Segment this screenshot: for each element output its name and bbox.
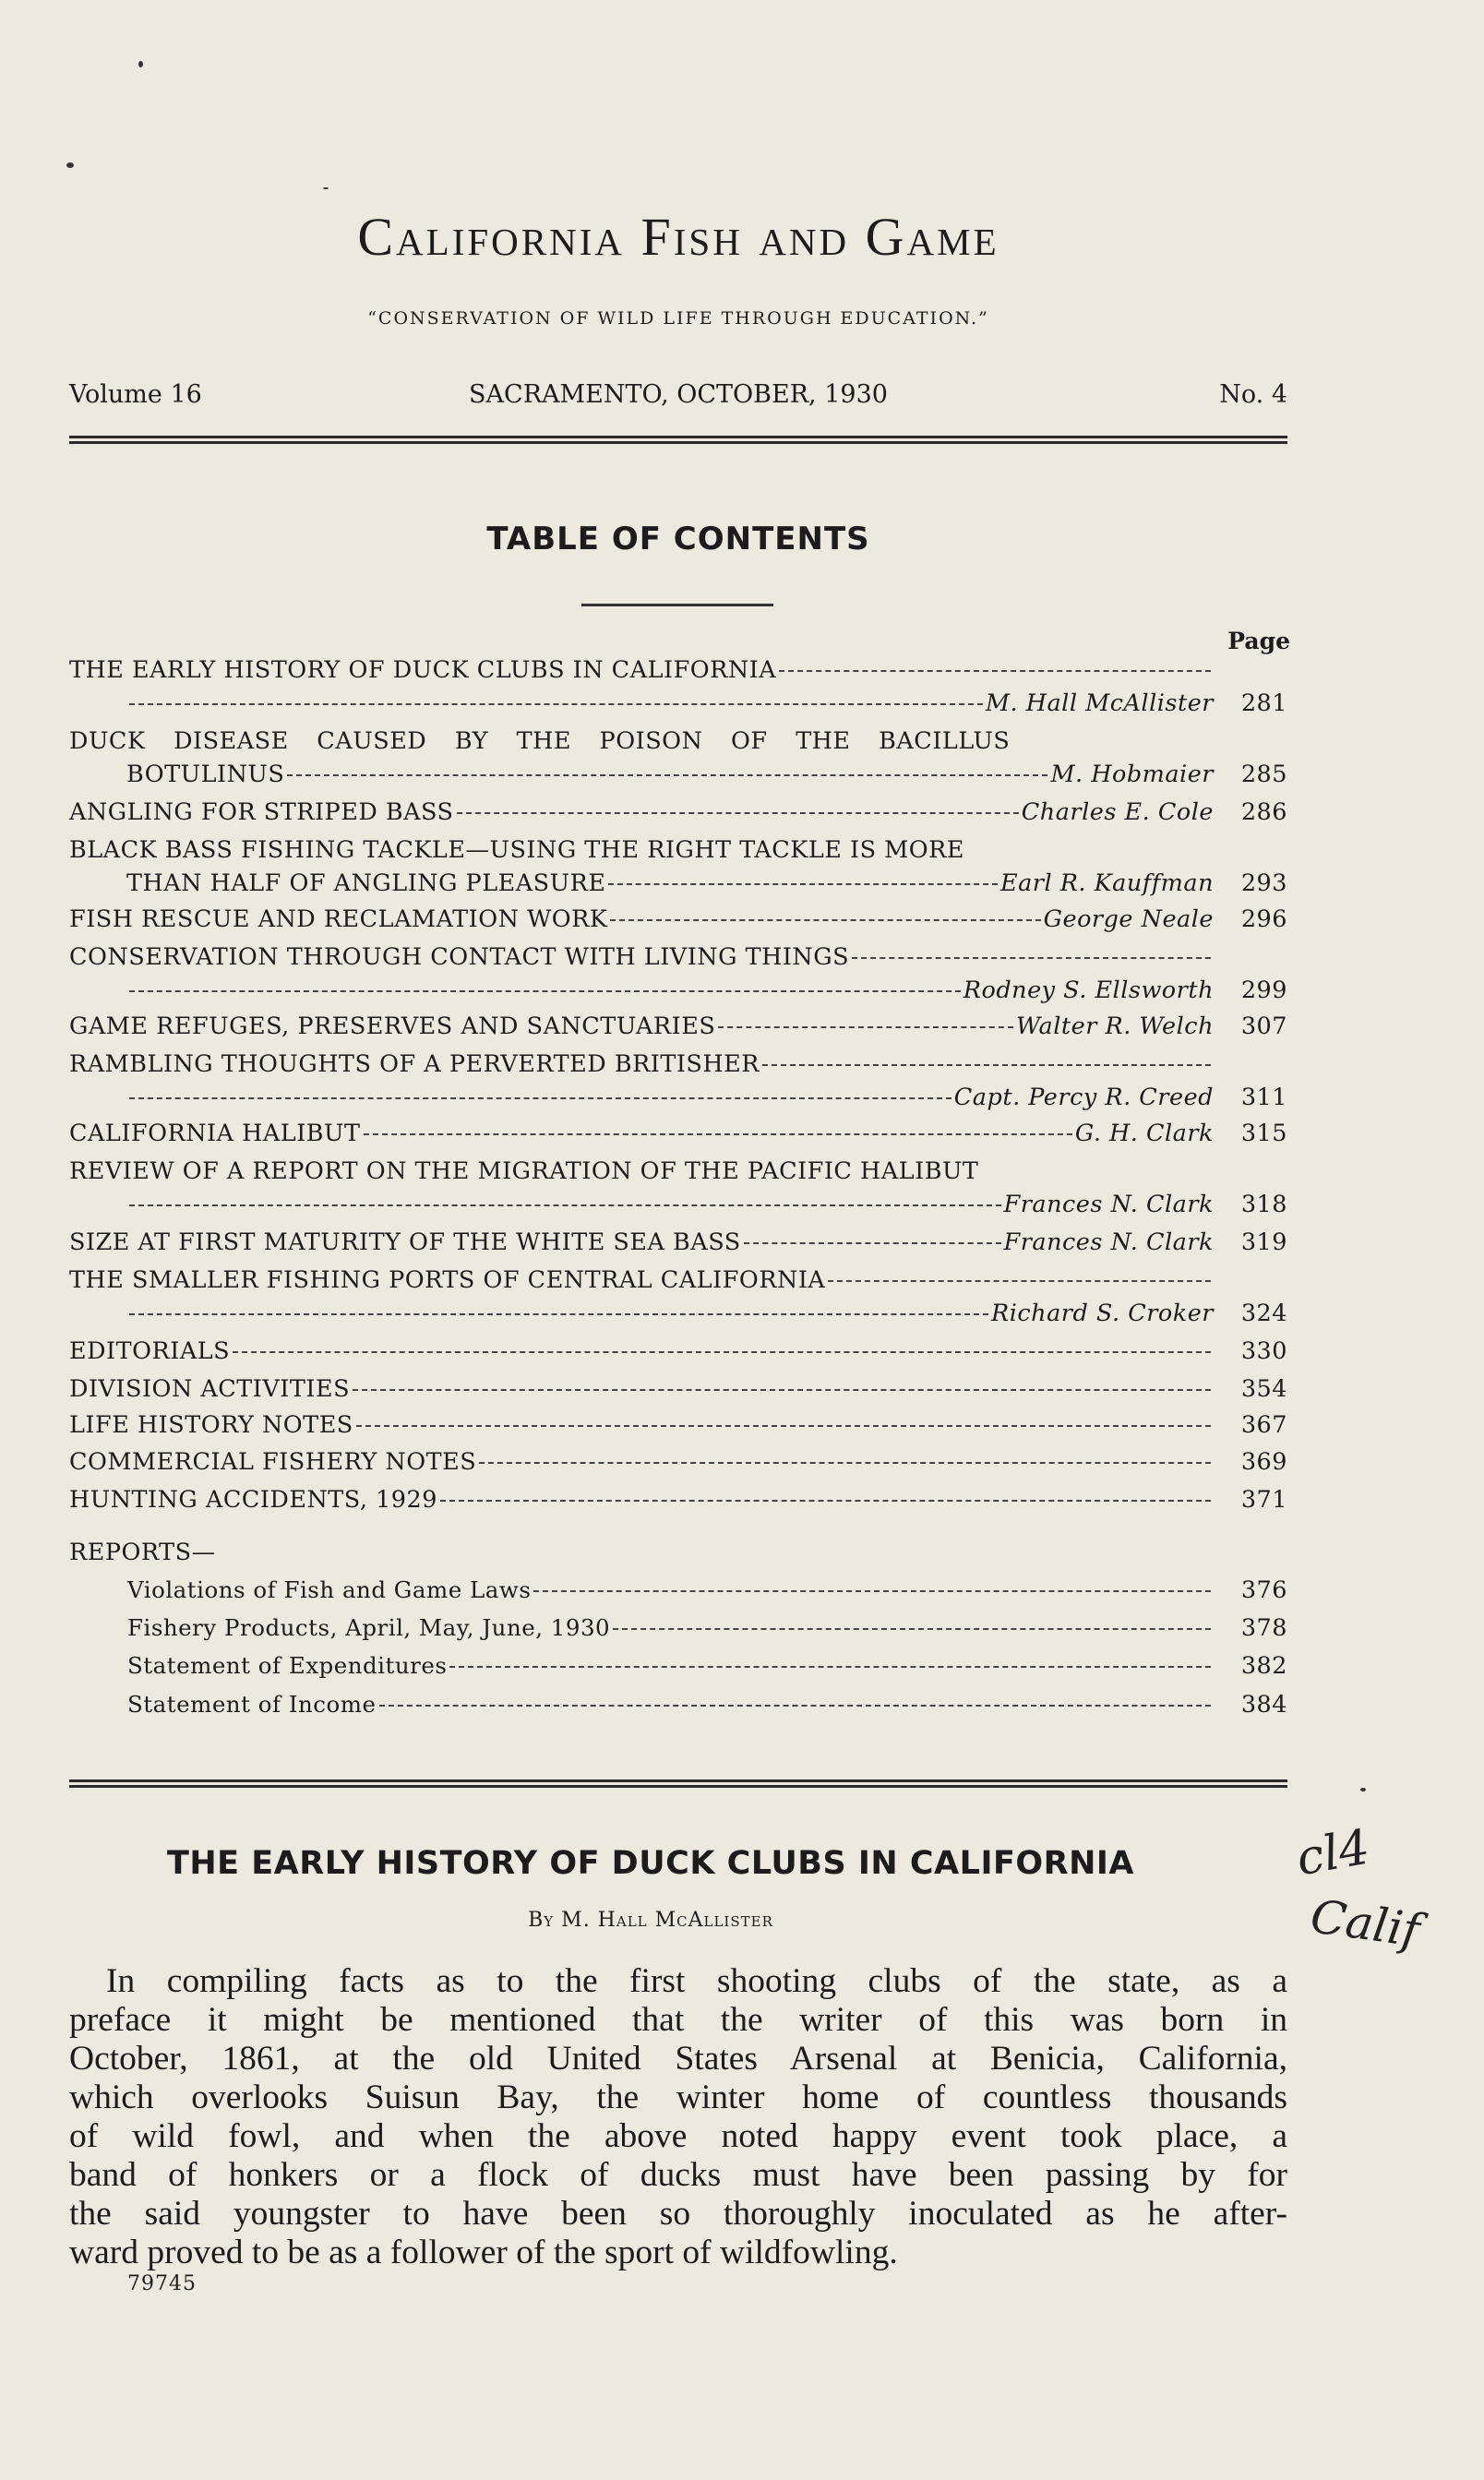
toc-entry-author: George Neale <box>1043 905 1214 933</box>
leader-dots <box>449 1666 1211 1668</box>
volume-label: Volume 16 <box>69 380 202 409</box>
toc-entry-author-line <box>126 974 1214 1007</box>
leader-dots <box>718 1026 1013 1028</box>
toc-entry-page: 354 <box>1240 1375 1287 1403</box>
toc-entry-title <box>69 1445 1214 1479</box>
toc-entry-author: M. Hobmaier <box>1050 761 1214 788</box>
leader-dots <box>129 1204 1001 1206</box>
toc-entry-author-line <box>126 758 1214 791</box>
leader-dots <box>608 883 997 885</box>
toc-entry-title <box>69 1226 1214 1259</box>
toc-entry-text: LIFE HISTORY NOTES <box>69 1411 353 1439</box>
toc-entry-page: 330 <box>1240 1337 1287 1365</box>
toc-entry-text: Fishery Products, April, May, June, 1930 <box>127 1614 611 1641</box>
toc-entry-title <box>69 1117 1214 1150</box>
toc-entry-text: THE EARLY HISTORY OF DUCK CLUBS IN CALIFORNIA <box>69 656 777 684</box>
toc-entry-title <box>69 1335 1214 1368</box>
toc-divider <box>581 604 773 606</box>
toc-entry-title <box>69 1155 1214 1188</box>
toc-entry-text: Statement of Expenditures <box>127 1652 448 1679</box>
toc-entry-text: FISH RESCUE AND RECLAMATION WORK <box>69 905 608 933</box>
toc-entry-page: 293 <box>1240 869 1287 897</box>
toc-entry-page: 286 <box>1240 798 1287 826</box>
toc-entry-text: THE SMALLER FISHING PORTS OF CENTRAL CALIFORNIA <box>69 1266 826 1294</box>
toc-entry-title <box>69 1408 1214 1442</box>
toc-entry-page: 318 <box>1240 1191 1287 1218</box>
toc-entry-title <box>69 1483 1214 1516</box>
toc-report-entry <box>127 1611 1214 1645</box>
issue-number: No. 4 <box>1219 380 1287 409</box>
leader-dots <box>353 1389 1211 1391</box>
toc-entry-text: RAMBLING THOUGHTS OF A PERVERTED BRITISHER <box>69 1050 760 1078</box>
toc-entry-author-line <box>126 687 1214 720</box>
toc-entry-title <box>69 833 1214 867</box>
ink-speck <box>1360 1788 1366 1791</box>
handwritten-note: cl4 <box>1292 1819 1374 1887</box>
toc-entry-text: EDITORIALS <box>69 1337 231 1365</box>
toc-entry-author: Earl R. Kauffman <box>999 869 1214 897</box>
ink-speck <box>323 187 329 189</box>
toc-entry-text: BOTULINUS <box>126 761 285 788</box>
toc-entry-text: CALIFORNIA HALIBUT <box>69 1120 361 1147</box>
toc-entry-author-line <box>126 867 1214 900</box>
article-body <box>69 1962 1287 2272</box>
section-double-rule <box>69 1779 1287 1788</box>
toc-page-column-label: Page <box>1227 628 1290 654</box>
leader-dots <box>779 670 1211 672</box>
toc-entry-page: 384 <box>1240 1691 1287 1719</box>
leader-dots <box>440 1500 1211 1502</box>
body-line: preface it might be mentioned that the writer of this was born in <box>69 2001 1287 2039</box>
toc-entry-title <box>69 940 1214 974</box>
toc-entry-page: 378 <box>1240 1614 1287 1642</box>
toc-entry-text: HUNTING ACCIDENTS, 1929 <box>69 1486 437 1514</box>
leader-dots <box>479 1462 1211 1464</box>
toc-entry-page: 367 <box>1240 1411 1287 1439</box>
printer-number: 79745 <box>127 2272 197 2295</box>
toc-report-entry <box>127 1574 1214 1607</box>
toc-entry-title <box>69 1372 1214 1406</box>
toc-entry-title <box>69 903 1214 936</box>
leader-dots <box>610 919 1040 921</box>
toc-entry-author: Charles E. Cole <box>1021 798 1214 826</box>
ink-speck <box>138 61 143 67</box>
toc-entry-text: REPORTS— <box>69 1539 216 1566</box>
leader-dots <box>233 1351 1211 1353</box>
toc-entry-title <box>69 1010 1214 1043</box>
journal-title: California Fish and Game <box>357 207 999 267</box>
toc-entry-page: 281 <box>1240 689 1287 717</box>
leader-dots <box>129 990 961 992</box>
toc-entry-text: Statement of Income <box>127 1691 377 1718</box>
article-byline: By M. Hall McAllister <box>528 1909 773 1932</box>
toc-entry-page: 296 <box>1240 905 1287 933</box>
toc-entry-title <box>69 1048 1214 1081</box>
toc-entry-page: 285 <box>1240 761 1287 788</box>
body-line: which overlooks Suisun Bay, the winter home of countless thousands <box>69 2079 1287 2116</box>
toc-entry-author: Capt. Percy R. Creed <box>953 1084 1214 1111</box>
toc-entry-text: COMMERCIAL FISHERY NOTES <box>69 1448 477 1476</box>
toc-entry-page: 299 <box>1240 976 1287 1004</box>
toc-entry-page: 382 <box>1240 1652 1287 1680</box>
leader-dots <box>744 1242 1001 1244</box>
toc-entry-author-line <box>126 1188 1214 1221</box>
toc-report-entry <box>127 1649 1214 1683</box>
toc-entry-author: Richard S. Croker <box>991 1300 1214 1327</box>
toc-entry-author: Rodney S. Ellsworth <box>963 976 1214 1004</box>
toc-entry-page: 369 <box>1240 1448 1287 1476</box>
issue-info-row <box>69 380 1287 417</box>
toc-entry-text: SIZE AT FIRST MATURITY OF THE WHITE SEA BASS <box>69 1228 741 1256</box>
toc-entry-title <box>69 796 1214 829</box>
toc-entry-text: REVIEW OF A REPORT ON THE MIGRATION OF THE PACIFIC HALIBUT <box>69 1157 979 1185</box>
toc-entry-title <box>69 1264 1214 1297</box>
journal-motto: “CONSERVATION OF WILD LIFE THROUGH EDUCATION.” <box>367 308 989 329</box>
leader-dots <box>533 1590 1211 1592</box>
toc-entry-text: CONSERVATION THROUGH CONTACT WITH LIVING THINGS <box>69 943 850 971</box>
toc-entry-text: THAN HALF OF ANGLING PLEASURE <box>126 869 606 897</box>
toc-entry-author: G. H. Clark <box>1074 1120 1214 1147</box>
toc-entry-text: Violations of Fish and Game Laws <box>127 1576 532 1603</box>
body-line: band of honkers or a flock of ducks must have been passing by for <box>69 2156 1287 2194</box>
leader-dots <box>364 1133 1072 1135</box>
leader-dots <box>287 774 1047 776</box>
toc-entry-page: 324 <box>1240 1300 1287 1327</box>
leader-dots <box>828 1280 1211 1282</box>
body-line: October, 1861, at the old United States Arsenal at Benicia, California, <box>69 2040 1287 2078</box>
leader-dots <box>129 1097 951 1099</box>
body-line: the said youngster to have been so thoroughly inoculated as he after- <box>69 2195 1287 2233</box>
toc-entry-title <box>69 653 1214 687</box>
toc-entry-author: M. Hall McAllister <box>985 689 1214 717</box>
toc-entry-author: Walter R. Welch <box>1016 1012 1214 1040</box>
leader-dots <box>762 1064 1211 1066</box>
toc-entry-author-line <box>126 1081 1214 1114</box>
toc-entry-text: GAME REFUGES, PRESERVES AND SANCTUARIES <box>69 1012 716 1040</box>
leader-dots <box>379 1705 1212 1707</box>
toc-entry-text: BLACK BASS FISHING TACKLE—USING THE RIGHT TACKLE IS MORE <box>69 836 964 864</box>
body-line: of wild fowl, and when the above noted happy event took place, a <box>69 2117 1287 2155</box>
toc-entry-author: Frances N. Clark <box>1003 1191 1214 1218</box>
toc-entry-page: 376 <box>1240 1576 1287 1604</box>
toc-entry-page: 311 <box>1240 1084 1287 1111</box>
leader-dots <box>129 1313 988 1315</box>
toc-entry-text: DIVISION ACTIVITIES <box>69 1375 351 1403</box>
toc-entry-page: 371 <box>1240 1486 1287 1514</box>
toc-entry-author-line <box>126 1297 1214 1330</box>
place-date: SACRAMENTO, OCTOBER, 1930 <box>469 380 888 409</box>
leader-dots <box>457 812 1019 814</box>
toc-heading: TABLE OF CONTENTS <box>486 521 870 557</box>
toc-report-entry <box>127 1688 1214 1721</box>
toc-entry-page: 315 <box>1240 1120 1287 1147</box>
article-title: THE EARLY HISTORY OF DUCK CLUBS IN CALIFORNIA <box>167 1845 1134 1882</box>
toc-entry-text: DUCK DISEASE CAUSED BY THE POISON OF THE BACILLUS <box>69 727 1011 755</box>
leader-dots <box>129 703 983 705</box>
toc-reports-label <box>69 1536 438 1569</box>
toc-entry-page: 319 <box>1240 1228 1287 1256</box>
leader-dots <box>613 1628 1211 1630</box>
toc-entry-author: Frances N. Clark <box>1003 1228 1214 1256</box>
leader-dots <box>852 957 1211 959</box>
body-line: In compiling facts as to the first shooting clubs of the state, as a <box>106 1962 1287 2000</box>
toc-entry-text: ANGLING FOR STRIPED BASS <box>69 798 454 826</box>
ink-speck <box>66 162 74 168</box>
handwritten-note: Calif <box>1307 1889 1424 1958</box>
toc-entry-title <box>69 725 1214 758</box>
toc-entry-page: 307 <box>1240 1012 1287 1040</box>
header-double-rule <box>69 436 1287 444</box>
leader-dots <box>356 1425 1211 1427</box>
body-line: ward proved to be as a follower of the sport of wildfowling. <box>69 2234 898 2271</box>
